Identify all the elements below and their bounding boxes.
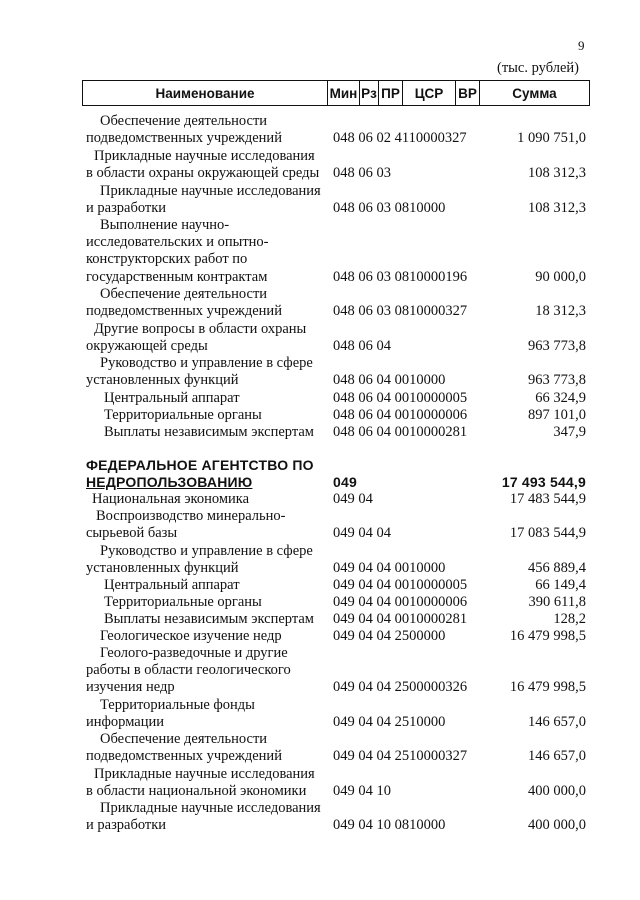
row-name-line: конструкторских работ по: [86, 251, 248, 268]
row-code: 048 06 04 0010000005: [333, 390, 468, 406]
table-header: [82, 80, 590, 108]
row-name-line: подведомственных учреждений: [86, 748, 282, 765]
row-name-line: Другие вопросы в области охраны: [94, 321, 307, 337]
row-amount: 108 312,3: [528, 165, 586, 182]
row-name-line: в области национальной экономики: [86, 783, 307, 800]
header-sum: Сумма: [479, 80, 590, 106]
row-code: 048 06 04 0010000006: [333, 407, 468, 423]
row-name-line: Прикладные научные исследования: [100, 183, 321, 199]
row-amount: 66 324,9: [535, 390, 586, 406]
row-name-line: Национальная экономика: [92, 491, 250, 507]
row-name-line: и разработки: [86, 817, 167, 834]
row-name-line: Геологическое изучение недр: [100, 628, 282, 644]
row-amount: 17 493 544,9: [501, 474, 586, 491]
row-amount: 963 773,8: [528, 338, 586, 355]
row-code: 048 06 02 4110000327: [333, 130, 467, 147]
row-name-line: сырьевой базы: [86, 525, 178, 542]
row-name-line: Обеспечение деятельности: [100, 113, 268, 129]
row-amount: 128,2: [553, 611, 586, 627]
row-amount: 400 000,0: [528, 817, 586, 834]
row-name-line: и разработки: [86, 200, 167, 217]
row-code: 048 06 04 0010000281: [333, 424, 468, 440]
row-name-line: информации: [86, 714, 164, 731]
row-amount: 17 483 544,9: [509, 491, 586, 507]
row-amount: 16 479 998,5: [509, 679, 586, 696]
row-code: 049 04 04 0010000006: [333, 594, 468, 610]
row-code: 049 04 04 2510000: [333, 714, 446, 731]
row-code: 049 04 04 0010000005: [333, 577, 468, 593]
row-code: 049 04 04 2500000326: [333, 679, 468, 696]
row-code: 049 04: [333, 491, 373, 507]
row-amount: 18 312,3: [535, 303, 586, 320]
row-name-line: установленных функций: [86, 372, 239, 389]
row-name-line: Выполнение научно-: [100, 217, 230, 233]
row-code: 049 04 04 0010000: [333, 560, 446, 577]
row-code: 048 06 03: [333, 165, 391, 182]
row-code: 049: [333, 474, 357, 491]
row-name-line: НЕДРОПОЛЬЗОВАНИЮ: [86, 474, 253, 491]
row-name-line: Территориальные органы: [104, 594, 262, 610]
row-name-line: Руководство и управление в сфере: [100, 355, 313, 371]
row-name-line: Воспроизводство минерально-: [96, 508, 286, 524]
row-name-line: Прикладные научные исследования: [94, 148, 315, 164]
header-min: Мин: [327, 80, 360, 106]
row-name-line: Территориальные фонды: [100, 697, 255, 713]
header-csr: ЦСР: [402, 80, 456, 106]
page-number: 9: [578, 38, 585, 53]
row-amount: 90 000,0: [535, 268, 586, 285]
row-amount: 16 479 998,5: [509, 628, 586, 644]
row-amount: 347,9: [553, 424, 586, 440]
row-code: 049 04 10 0810000: [333, 817, 446, 834]
row-name-line: окружающей среды: [86, 338, 208, 355]
header-rz: Рз: [359, 80, 379, 106]
row-name-line: Выплаты независимым экспертам: [104, 424, 314, 440]
row-code: 049 04 04 2500000: [333, 628, 446, 644]
row-amount: 456 889,4: [528, 560, 586, 577]
row-name-line: Руководство и управление в сфере: [100, 543, 313, 559]
row-code: 048 06 03 0810000196: [333, 268, 468, 285]
row-name-line: Обеспечение деятельности: [100, 286, 268, 302]
row-name-line: изучения недр: [86, 679, 175, 696]
header-vr: ВР: [455, 80, 480, 106]
row-code: 049 04 04 2510000327: [333, 748, 468, 765]
row-amount: 1 090 751,0: [517, 130, 586, 147]
row-amount: 146 657,0: [528, 714, 586, 731]
header-name: Наименование: [82, 80, 328, 106]
row-name-line: Центральный аппарат: [104, 577, 240, 593]
row-amount: 17 083 544,9: [509, 525, 586, 542]
row-amount: 400 000,0: [528, 783, 586, 800]
row-code: 049 04 04: [333, 525, 391, 542]
row-name-line: работы в области геологического: [86, 662, 291, 679]
row-name-line: установленных функций: [86, 560, 239, 577]
row-amount: 146 657,0: [528, 748, 586, 765]
row-amount: 108 312,3: [528, 200, 586, 217]
row-name-line: Прикладные научные исследования: [100, 800, 321, 816]
row-name-line: исследовательских и опытно-: [86, 234, 269, 251]
row-code: 048 06 04: [333, 338, 391, 355]
row-name-line: Центральный аппарат: [104, 390, 240, 406]
row-code: 048 06 03 0810000327: [333, 303, 468, 320]
row-amount: 66 149,4: [535, 577, 586, 593]
row-code: 049 04 04 0010000281: [333, 611, 468, 627]
row-name-line: Геолого-разведочные и другие: [100, 645, 288, 661]
row-amount: 963 773,8: [528, 372, 586, 389]
row-name-line: государственным контрактам: [86, 268, 268, 285]
row-name-line: Территориальные органы: [104, 407, 262, 423]
row-name-line: Обеспечение деятельности: [100, 731, 268, 747]
row-code: 049 04 10: [333, 783, 391, 800]
row-amount: 897 101,0: [528, 407, 586, 423]
row-code: 048 06 03 0810000: [333, 200, 446, 217]
row-name-line: ФЕДЕРАЛЬНОЕ АГЕНТСТВО ПО: [86, 457, 314, 473]
units-label: (тыс. рублей): [497, 60, 579, 76]
row-name-line: в области охраны окружающей среды: [86, 165, 320, 182]
row-name-line: Выплаты независимым экспертам: [104, 611, 314, 627]
row-name-line: подведомственных учреждений: [86, 130, 282, 147]
row-amount: 390 611,8: [528, 594, 586, 610]
row-name-line: Прикладные научные исследования: [94, 766, 315, 782]
row-name-line: подведомственных учреждений: [86, 303, 282, 320]
header-pr: ПР: [378, 80, 403, 106]
row-code: 048 06 04 0010000: [333, 372, 446, 389]
